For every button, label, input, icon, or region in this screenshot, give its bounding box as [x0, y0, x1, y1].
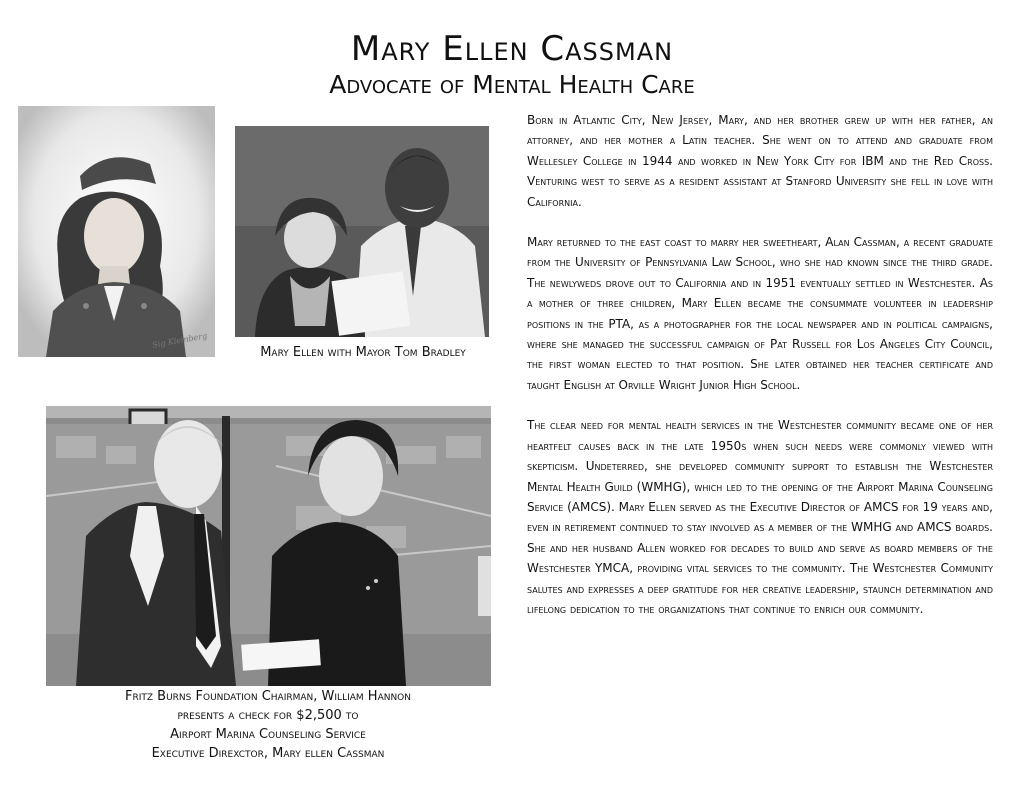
bradley-illustration: [235, 126, 489, 337]
portrait-photo: [18, 106, 215, 357]
check-caption-line: Executive Direxctor, Mary ellen Cassman: [151, 746, 385, 761]
bradley-caption: Mary Ellen with Mayor Tom Bradley: [260, 345, 466, 360]
check-presentation-photo: [46, 406, 491, 686]
biography-text: [527, 110, 993, 639]
check-caption-line: Airport Marina Counseling Service: [170, 727, 366, 742]
check-caption-line: Fritz Burns Foundation Chairman, William Hannon: [124, 689, 412, 704]
page-title: Mary Ellen Cassman: [350, 29, 674, 69]
portrait-signature: Sig Kleinberg: [151, 331, 208, 350]
check-presentation-illustration: [46, 406, 491, 686]
bio-paragraph-early-life: Born in Atlantic City, New Jersey, Mary, and her brother grew up with her father, an attorney, and her mother a Latin teacher. She went on to attend and graduate from Wellesley College in 1944 and worked in New York City for IBM and the Red Cross. Venturing west to serve as a resident assistant at Stanford University she fell in love with California.: [527, 113, 993, 209]
page-subtitle: Advocate of Mental Health Care: [329, 70, 695, 99]
portrait-illustration: [18, 106, 215, 357]
check-caption: [60, 687, 476, 763]
bio-paragraph-mental-health: The clear need for mental health services in the Westchester community became one of her heartfelt causes back in the late 1950s when such needs were commonly viewed with skepticism. Undeterred, she developed community support to establish the Westchester Mental Health Guild (WMHG), which led to the opening of the Airport Marina Counseling Service (AMCS). Mary Ellen served as the Executive Director of AMCS for 19 years and, even in retirement continued to stay involved as a member of the WMHG and AMCS boards. She and her husband Allen worked for decades to build and serve as board members of the Westchester YMCA, providing vital services to the community. The Westchester Community salutes and expresses a deep gratitude for her creative leadership, staunch determination and lifelong dedication to the organizations that continue to enrich our community.: [527, 418, 993, 616]
check-caption-line: presents a check for $2,500 to: [177, 708, 359, 723]
bradley-photo: [235, 126, 489, 337]
bio-paragraph-family: Mary returned to the east coast to marry her sweetheart, Alan Cassman, a recent graduate from the University of Pennsylvania Law School, who she had known since the third grade. The newlyweds drove out to California and in 1951 eventually settled in Westchester. As a mother of three children, Mary Ellen became the consummate volunteer in leadership positions in the PTA, as a photographer for the local newspaper and in political campaigns, where she managed the successful campaign of Pat Russell for Los Angeles City Council, the first woman elected to that position. She later obtained her teacher certificate and taught English at Orville Wright Junior High School.: [527, 235, 993, 392]
